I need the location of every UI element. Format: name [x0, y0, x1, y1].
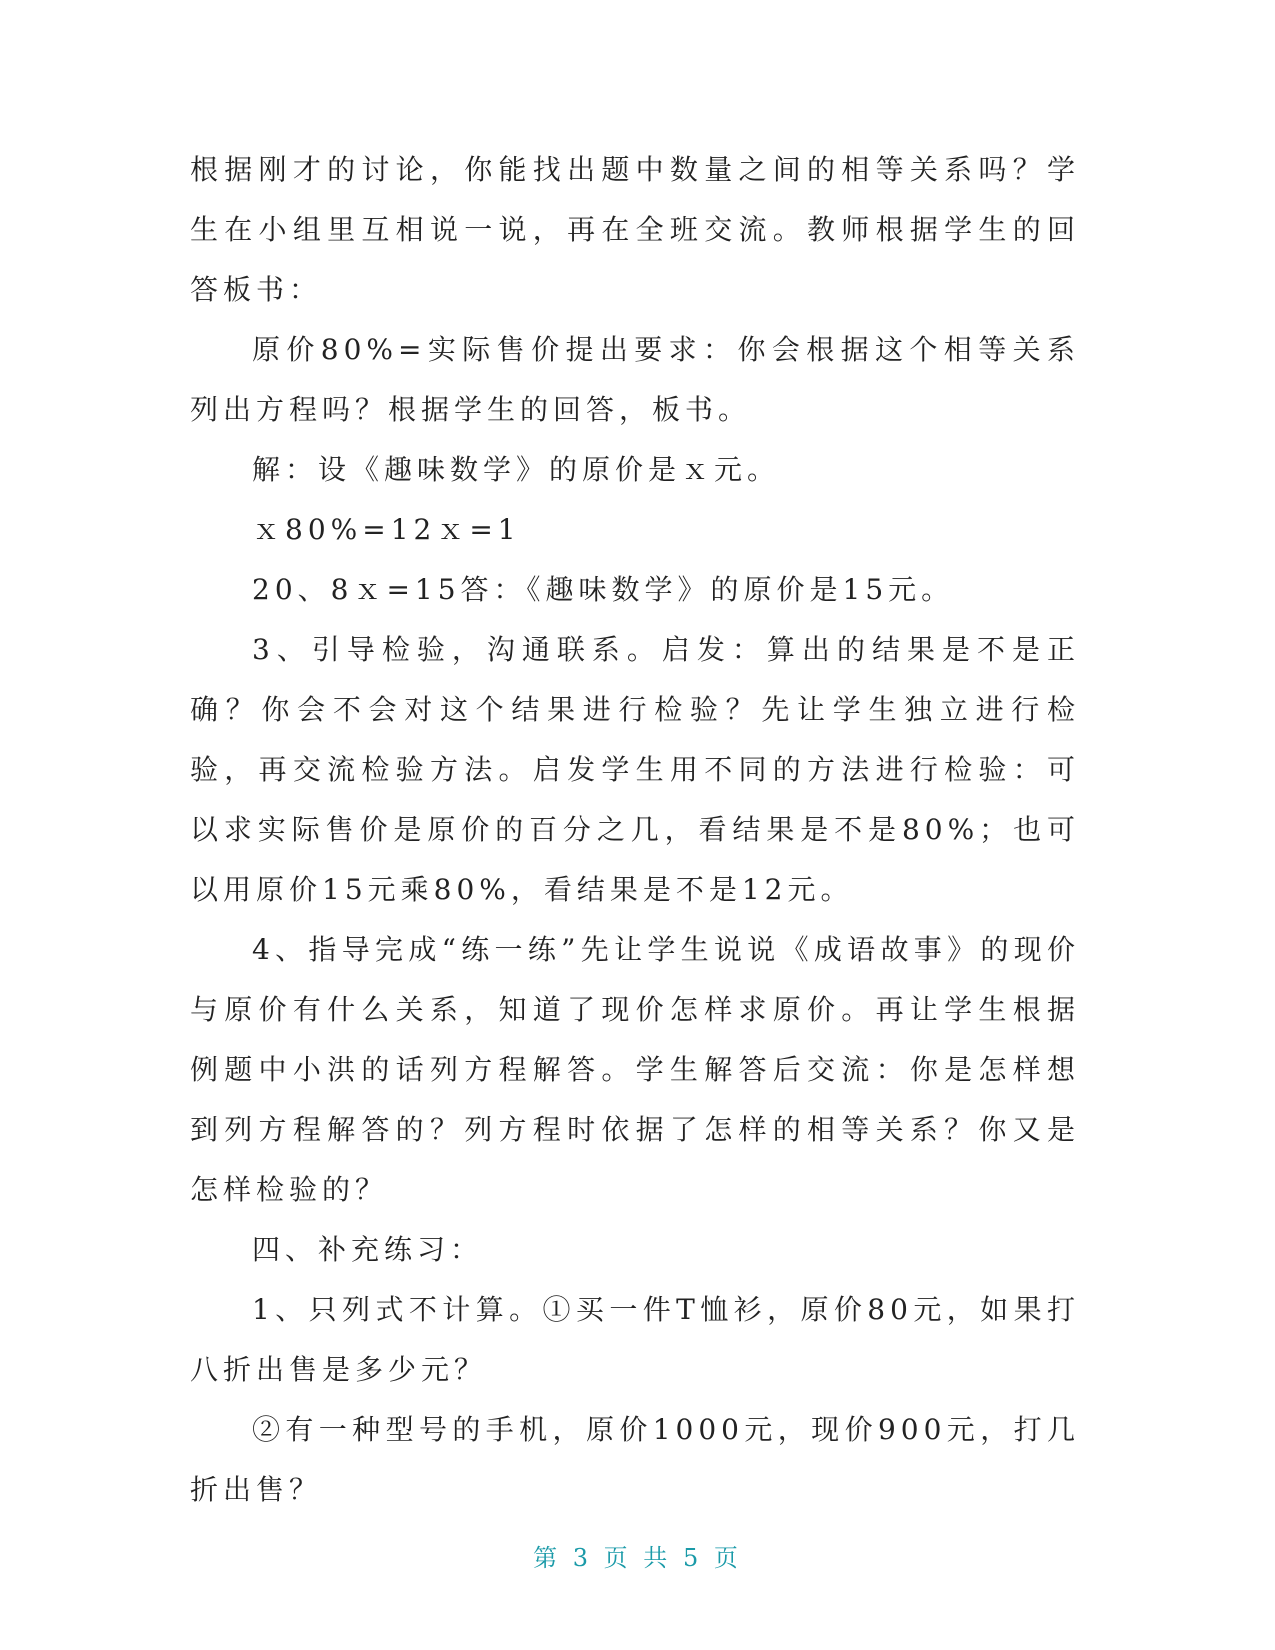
- section-heading: 四、补充练习：: [252, 1233, 484, 1266]
- paragraph: 1、只列式不计算。①买一件T恤衫，原价80元，如果打八折出售是多少元？: [190, 1293, 1080, 1386]
- paragraph: 根据刚才的讨论，你能找出题中数量之间的相等关系吗？学生在小组里互相说一说，再在全班交流。教师根据学生的回答板书：: [190, 153, 1080, 306]
- paragraph: 3、引导检验，沟通联系。启发：算出的结果是不是正确？你会不会对这个结果进行检验？先让学生独立进行检验，再交流检验方法。启发学生用不同的方法进行检验：可以求实际售价是原价的百分之几，看结果是不是80%；也可以用原价15元乘80%，看结果是不是12元。: [190, 633, 1080, 906]
- paragraph: 4、指导完成“练一练”先让学生说说《成语故事》的现价与原价有什么关系，知道了现价怎样求原价。再让学生根据例题中小洪的话列方程解答。学生解答后交流：你是怎样想到列方程解答的？列方程时依据了怎样的相等关系？你又是怎样检验的？: [190, 933, 1080, 1206]
- document-body: [190, 140, 1080, 1520]
- paragraph: 20、8ｘ=15答：《趣味数学》的原价是15元。: [252, 573, 955, 606]
- equation-line: ｘ80%=12ｘ=1: [252, 513, 521, 546]
- paragraph: 原价80%=实际售价提出要求：你会根据这个相等关系列出方程吗？根据学生的回答，板书。: [190, 333, 1080, 426]
- paragraph: 解：设《趣味数学》的原价是ｘ元。: [252, 453, 781, 486]
- paragraph: ②有一种型号的手机，原价1000元，现价900元，打几折出售？: [190, 1413, 1080, 1506]
- page-number-footer: 第 3 页 共 5 页: [533, 1544, 742, 1572]
